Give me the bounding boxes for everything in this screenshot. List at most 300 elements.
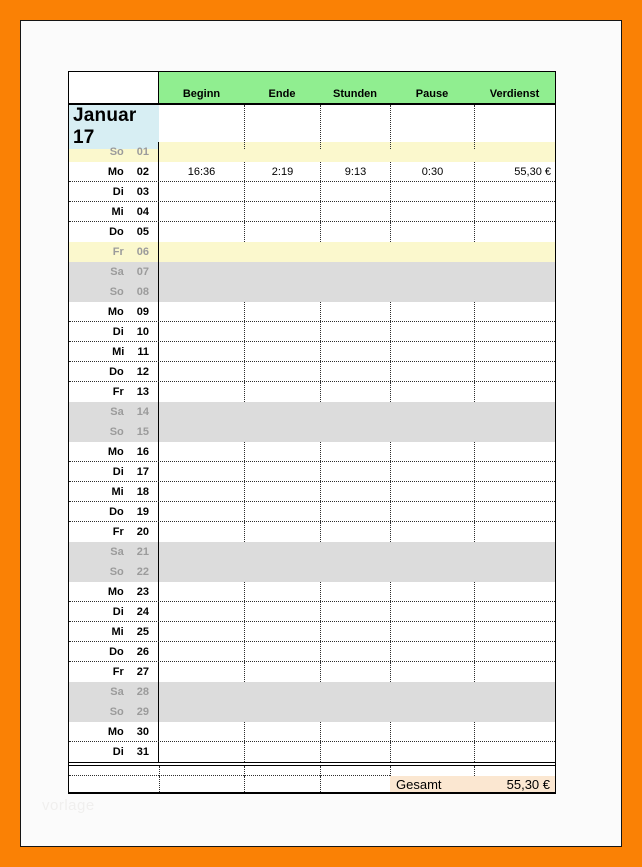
cell-beginn[interactable]: [159, 482, 244, 501]
cell-stunden[interactable]: [320, 362, 390, 381]
total-label: Gesamt: [396, 776, 442, 792]
column-header-beginn: Beginn: [159, 72, 244, 103]
day-abbr: Sa: [110, 546, 124, 558]
cell-ende[interactable]: [244, 562, 320, 582]
day-abbr: Mi: [111, 625, 124, 638]
day-number: 10: [136, 325, 149, 338]
day-number: 07: [136, 266, 149, 278]
cell-pause[interactable]: [390, 462, 474, 481]
day-label-cell: [69, 242, 159, 262]
day-abbr: So: [109, 146, 124, 158]
day-number: 14: [136, 406, 149, 418]
cell-ende[interactable]: [244, 342, 320, 361]
cell-verdienst[interactable]: [474, 482, 555, 501]
month-label: Januar 17: [69, 105, 159, 149]
total-row-cell: [320, 776, 390, 792]
watermark: vorlage: [42, 797, 95, 814]
day-abbr: Fr: [112, 526, 124, 538]
total-row-cell: [244, 776, 320, 792]
cell-pause[interactable]: [390, 262, 474, 282]
day-label-cell: [69, 662, 159, 682]
cell-stunden[interactable]: [320, 342, 390, 361]
day-number: 01: [136, 146, 149, 158]
cell-stunden[interactable]: [320, 522, 390, 542]
cell-stunden[interactable]: [320, 202, 390, 221]
day-abbr: Fr: [112, 386, 124, 398]
cell-beginn[interactable]: [159, 562, 244, 582]
cell-stunden[interactable]: [320, 662, 390, 682]
cell-pause[interactable]: [390, 382, 474, 402]
day-abbr: Mo: [107, 445, 124, 458]
cell-verdienst[interactable]: [474, 602, 555, 621]
day-label-cell: [69, 402, 159, 422]
cell-ende[interactable]: [244, 722, 320, 741]
cell-verdienst[interactable]: [474, 462, 555, 481]
cell-ende[interactable]: [244, 742, 320, 762]
day-number: 06: [136, 246, 149, 258]
day-label-cell: [69, 702, 159, 722]
footer-empty-row: [69, 766, 555, 776]
cell-verdienst[interactable]: [474, 682, 555, 702]
cell-verdienst[interactable]: [474, 422, 555, 442]
day-abbr: Fr: [112, 666, 124, 678]
day-label-cell: [69, 142, 159, 162]
cell-beginn[interactable]: [159, 222, 244, 242]
cell-stunden[interactable]: [320, 582, 390, 601]
day-abbr: Mi: [111, 485, 124, 498]
day-row: [69, 442, 555, 462]
day-row: [69, 242, 555, 262]
cell-pause[interactable]: [390, 182, 474, 201]
day-label-cell: [69, 262, 159, 282]
day-row: [69, 722, 555, 742]
footer-cell: [474, 766, 555, 776]
cell-pause[interactable]: [390, 342, 474, 361]
cell-beginn[interactable]: [159, 542, 244, 562]
cell-ende[interactable]: [244, 182, 320, 201]
day-abbr: Mi: [112, 345, 125, 358]
cell-pause[interactable]: [390, 402, 474, 422]
cell-beginn[interactable]: 16:36: [187, 165, 216, 178]
day-number: 18: [136, 485, 149, 498]
day-label-cell: [69, 462, 159, 481]
day-row: [69, 142, 555, 162]
cell-pause[interactable]: [390, 562, 474, 582]
cell-beginn[interactable]: [159, 602, 244, 621]
cell-ende[interactable]: [244, 302, 320, 321]
timesheet-table: [68, 71, 556, 794]
day-row: [69, 402, 555, 422]
day-abbr: Mo: [107, 165, 124, 178]
cell-verdienst[interactable]: [474, 642, 555, 661]
cell-beginn[interactable]: [159, 682, 244, 702]
cell-verdienst[interactable]: [474, 282, 555, 302]
cell-ende[interactable]: [244, 402, 320, 422]
cell-ende[interactable]: [244, 282, 320, 302]
day-number: 22: [136, 566, 149, 578]
day-number: 26: [136, 645, 149, 658]
cell-verdienst[interactable]: [474, 202, 555, 221]
cell-pause[interactable]: [390, 682, 474, 702]
cell-ende[interactable]: [244, 382, 320, 402]
cell-beginn[interactable]: [159, 422, 244, 442]
day-row: [69, 202, 555, 222]
cell-beginn[interactable]: [159, 302, 244, 321]
cell-pause[interactable]: [390, 322, 474, 341]
cell-beginn[interactable]: [159, 342, 244, 361]
day-abbr: So: [109, 566, 124, 578]
cell-stunden[interactable]: [320, 482, 390, 501]
cell-stunden[interactable]: [320, 402, 390, 422]
day-label-cell: [69, 522, 159, 542]
cell-beginn[interactable]: [159, 722, 244, 741]
cell-verdienst[interactable]: [474, 222, 555, 242]
cell-beginn[interactable]: [159, 462, 244, 481]
cell-pause[interactable]: [390, 442, 474, 461]
day-label-cell: [69, 562, 159, 582]
day-abbr: So: [109, 426, 124, 438]
cell-stunden[interactable]: [320, 242, 390, 262]
cell-pause[interactable]: [390, 582, 474, 601]
cell-pause[interactable]: [390, 482, 474, 501]
day-row: [69, 702, 555, 722]
day-label-cell: [69, 162, 159, 181]
cell-pause[interactable]: [390, 702, 474, 722]
day-label-cell: [69, 282, 159, 302]
cell-pause[interactable]: [390, 622, 474, 641]
day-row: [69, 642, 555, 662]
cell-verdienst[interactable]: [474, 542, 555, 562]
day-abbr: Mo: [107, 585, 124, 598]
cell-ende[interactable]: [244, 582, 320, 601]
cell-pause[interactable]: [390, 222, 474, 242]
cell-beginn[interactable]: [159, 382, 244, 402]
cell-stunden[interactable]: [320, 622, 390, 641]
footer-cell: [244, 766, 320, 776]
cell-ende[interactable]: [244, 322, 320, 341]
cell-beginn[interactable]: [159, 322, 244, 341]
day-label-cell: [69, 442, 159, 461]
day-row: [69, 262, 555, 282]
day-label-cell: [69, 622, 159, 641]
day-row: [69, 602, 555, 622]
corner-cell: [69, 72, 159, 103]
cell-pause[interactable]: [390, 522, 474, 542]
day-row: [69, 622, 555, 642]
column-header-verdienst: Verdienst: [474, 72, 555, 103]
cell-pause[interactable]: [390, 722, 474, 741]
day-label-cell: [69, 302, 159, 321]
cell-beginn[interactable]: [159, 702, 244, 722]
header-row: [69, 72, 555, 105]
cell-stunden[interactable]: [320, 442, 390, 461]
cell-beginn[interactable]: [159, 522, 244, 542]
cell-beginn[interactable]: [159, 182, 244, 201]
day-row: [69, 422, 555, 442]
day-abbr: Do: [109, 645, 124, 658]
day-label-cell: [69, 322, 159, 341]
cell-beginn[interactable]: [159, 582, 244, 601]
day-label-cell: [69, 342, 159, 361]
page: [20, 20, 622, 847]
cell-verdienst[interactable]: [474, 362, 555, 381]
cell-verdienst[interactable]: [474, 442, 555, 461]
cell-verdienst[interactable]: [474, 322, 555, 341]
day-row: [69, 542, 555, 562]
day-number: 08: [136, 286, 149, 298]
day-number: 29: [136, 706, 149, 718]
cell-pause[interactable]: [390, 502, 474, 521]
day-row: [69, 282, 555, 302]
total-value: 55,30 €: [506, 776, 550, 792]
cell-stunden[interactable]: [320, 302, 390, 321]
month-row: [69, 105, 555, 148]
cell-verdienst[interactable]: [474, 622, 555, 641]
day-abbr: Do: [109, 505, 124, 518]
cell-beginn[interactable]: [159, 362, 244, 381]
cell-verdienst[interactable]: [474, 182, 555, 201]
day-row: [69, 182, 555, 202]
cell-verdienst[interactable]: [474, 242, 555, 262]
day-number: 20: [136, 526, 149, 538]
day-label-cell: [69, 222, 159, 242]
day-abbr: Do: [109, 365, 124, 378]
cell-ende[interactable]: [244, 442, 320, 461]
cell-verdienst[interactable]: [474, 262, 555, 282]
cell-ende[interactable]: [244, 482, 320, 501]
day-row: [69, 682, 555, 702]
cell-pause[interactable]: [390, 142, 474, 162]
day-number: 16: [136, 445, 149, 458]
cell-verdienst[interactable]: [474, 502, 555, 521]
day-label-cell: [69, 642, 159, 661]
cell-ende[interactable]: 2:19: [244, 162, 320, 181]
cell-stunden[interactable]: [320, 142, 390, 162]
cell-ende[interactable]: [244, 602, 320, 621]
day-number: 21: [136, 546, 149, 558]
day-abbr: Mi: [111, 205, 124, 218]
day-number: 12: [136, 365, 149, 378]
day-abbr: Sa: [110, 406, 124, 418]
cell-stunden[interactable]: [320, 702, 390, 722]
cell-pause[interactable]: [390, 302, 474, 321]
cell-verdienst[interactable]: [474, 302, 555, 321]
day-label-cell: [69, 422, 159, 442]
day-abbr: Di: [112, 605, 124, 618]
day-abbr: Di: [112, 746, 124, 758]
cell-pause[interactable]: [390, 242, 474, 262]
total-row-cell: [69, 776, 159, 792]
day-row: [69, 562, 555, 582]
cell-beginn[interactable]: [159, 242, 244, 262]
cell-ende[interactable]: [244, 142, 320, 162]
day-label-cell: [69, 502, 159, 521]
day-label-cell: [69, 202, 159, 221]
cell-stunden[interactable]: [320, 222, 390, 242]
cell-stunden[interactable]: [320, 742, 390, 762]
day-abbr: Sa: [110, 266, 124, 278]
cell-ende[interactable]: [244, 242, 320, 262]
day-row: [69, 462, 555, 482]
cell-verdienst[interactable]: 55,30 €: [474, 162, 555, 181]
cell-pause[interactable]: [390, 742, 474, 762]
day-abbr: Mo: [107, 305, 124, 318]
cell-ende[interactable]: [244, 222, 320, 242]
cell-stunden[interactable]: [320, 462, 390, 481]
day-abbr: Do: [109, 226, 124, 238]
cell-verdienst[interactable]: [474, 722, 555, 741]
day-label-cell: [69, 362, 159, 381]
day-row: [69, 322, 555, 342]
day-row: [69, 482, 555, 502]
cell-verdienst[interactable]: [474, 382, 555, 402]
cell-ende[interactable]: [244, 522, 320, 542]
cell-ende[interactable]: [244, 362, 320, 381]
day-abbr: So: [109, 706, 124, 718]
day-label-cell: [69, 682, 159, 702]
cell-ende[interactable]: [244, 662, 320, 682]
cell-beginn[interactable]: [159, 642, 244, 661]
day-number: 13: [136, 386, 149, 398]
cell-pause[interactable]: [390, 662, 474, 682]
cell-verdienst[interactable]: [474, 142, 555, 162]
day-label-cell: [69, 542, 159, 562]
day-row: [69, 522, 555, 542]
cell-stunden[interactable]: [320, 322, 390, 341]
footer-cell: [159, 766, 244, 776]
day-row: [69, 362, 555, 382]
cell-verdienst[interactable]: [474, 342, 555, 361]
day-number: 11: [137, 345, 149, 358]
cell-pause[interactable]: [390, 362, 474, 381]
day-abbr: Mo: [107, 725, 124, 738]
cell-beginn[interactable]: [159, 262, 244, 282]
day-row: [69, 582, 555, 602]
cell-ende[interactable]: [244, 622, 320, 641]
day-number: 15: [136, 426, 149, 438]
cell-beginn[interactable]: [159, 742, 244, 762]
day-label-cell: [69, 602, 159, 621]
cell-verdienst[interactable]: [474, 522, 555, 542]
day-label-cell: [69, 382, 159, 402]
cell-stunden[interactable]: [320, 182, 390, 201]
column-header-stunden: Stunden: [320, 72, 390, 103]
cell-verdienst[interactable]: [474, 702, 555, 722]
cell-beginn[interactable]: [159, 442, 244, 461]
day-row: [69, 162, 555, 182]
day-label-cell: [69, 482, 159, 501]
cell-ende[interactable]: [244, 502, 320, 521]
footer-cell: [69, 766, 159, 776]
day-number: 24: [136, 605, 149, 618]
total-row-cell: [159, 776, 244, 792]
day-label-cell: [69, 582, 159, 601]
cell-stunden[interactable]: [320, 282, 390, 302]
cell-verdienst[interactable]: [474, 742, 555, 762]
day-row: [69, 382, 555, 402]
cell-beginn[interactable]: [159, 402, 244, 422]
cell-ende[interactable]: [244, 462, 320, 481]
cell-beginn[interactable]: [159, 662, 244, 682]
cell-pause[interactable]: [390, 542, 474, 562]
day-number: 17: [136, 465, 149, 478]
day-number: 30: [136, 725, 149, 738]
cell-beginn[interactable]: [159, 622, 244, 641]
cell-stunden[interactable]: [320, 562, 390, 582]
day-number: 25: [136, 625, 149, 638]
cell-verdienst[interactable]: [474, 562, 555, 582]
day-number: 03: [136, 185, 149, 198]
column-header-pause: Pause: [390, 72, 474, 103]
day-label-cell: [69, 722, 159, 741]
cell-stunden[interactable]: [320, 542, 390, 562]
cell-stunden[interactable]: [320, 382, 390, 402]
cell-pause[interactable]: [390, 642, 474, 661]
day-abbr: Di: [112, 465, 124, 478]
cell-beginn[interactable]: [159, 282, 244, 302]
day-number: 04: [136, 205, 149, 218]
day-abbr: Fr: [112, 246, 124, 258]
footer-cell: [390, 766, 474, 776]
day-row: [69, 342, 555, 362]
cell-ende[interactable]: [244, 702, 320, 722]
footer-cell: [320, 766, 390, 776]
cell-stunden[interactable]: [320, 722, 390, 741]
cell-stunden[interactable]: [320, 602, 390, 621]
day-number: 09: [136, 305, 149, 318]
day-row: [69, 662, 555, 682]
day-number: 31: [136, 746, 149, 758]
day-number: 27: [136, 666, 149, 678]
cell-stunden[interactable]: [320, 502, 390, 521]
cell-beginn[interactable]: [159, 142, 244, 162]
day-row: [69, 222, 555, 242]
cell-pause[interactable]: [390, 202, 474, 221]
cell-stunden[interactable]: [320, 682, 390, 702]
cell-ende[interactable]: [244, 542, 320, 562]
day-abbr: Di: [112, 185, 124, 198]
day-row: [69, 302, 555, 322]
cell-ende[interactable]: [244, 682, 320, 702]
cell-stunden[interactable]: [320, 262, 390, 282]
cell-pause[interactable]: [390, 282, 474, 302]
cell-stunden[interactable]: 9:13: [320, 162, 390, 181]
cell-ende[interactable]: [244, 202, 320, 221]
cell-verdienst[interactable]: [474, 582, 555, 601]
day-number: 28: [136, 686, 149, 698]
cell-pause[interactable]: [390, 422, 474, 442]
cell-pause[interactable]: [390, 602, 474, 621]
cell-ende[interactable]: [244, 262, 320, 282]
cell-ende[interactable]: [244, 642, 320, 661]
total-row: [69, 776, 555, 792]
day-abbr: Sa: [110, 686, 124, 698]
cell-stunden[interactable]: [320, 642, 390, 661]
cell-ende[interactable]: [244, 422, 320, 442]
cell-beginn[interactable]: [159, 502, 244, 521]
day-abbr: Di: [112, 325, 124, 338]
day-number: 23: [136, 585, 149, 598]
cell-pause[interactable]: 0:30: [390, 162, 474, 181]
cell-stunden[interactable]: [320, 422, 390, 442]
day-label-cell: [69, 742, 159, 762]
cell-beginn[interactable]: [159, 202, 244, 221]
day-number: 19: [136, 505, 149, 518]
day-label-cell: [69, 182, 159, 201]
day-rows: [69, 142, 555, 762]
cell-verdienst[interactable]: [474, 662, 555, 682]
cell-verdienst[interactable]: [474, 402, 555, 422]
